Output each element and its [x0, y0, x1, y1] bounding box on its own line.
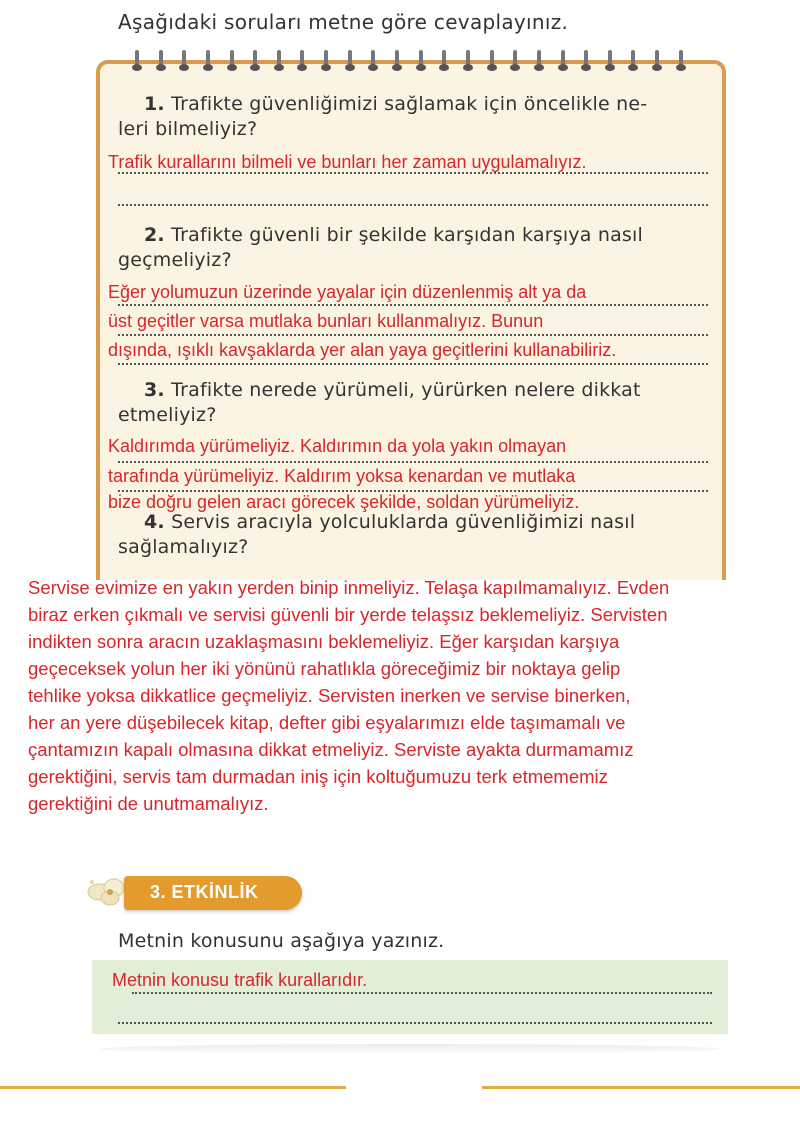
question-number: 4.	[144, 511, 165, 533]
footer-rule-right	[482, 1086, 800, 1089]
spiral-ring	[370, 50, 376, 72]
answer-3-line-1: Kaldırımda yürümeliyiz. Kaldırımın da yola yakın olmayan	[108, 436, 567, 456]
spiral-ring	[512, 50, 518, 72]
spiral-ring	[299, 50, 305, 72]
question-number: 3.	[144, 379, 165, 401]
answer-dotted-line	[118, 172, 708, 174]
question-4	[118, 510, 708, 560]
spiral-binding	[134, 50, 684, 76]
activity-answer: Metnin konusu trafik kurallarıdır.	[112, 970, 368, 990]
answer-dotted-line	[118, 363, 708, 365]
spiral-ring	[630, 50, 636, 72]
answer-dotted-line	[118, 304, 708, 306]
answer-4-line: Servise evimize en yakın yerden binip inmeliyiz. Telaşa kapılmamalıyız. Evden	[28, 577, 670, 598]
spiral-ring	[252, 50, 258, 72]
answer-dotted-line	[132, 992, 712, 994]
activity-header	[84, 868, 304, 918]
answer-dotted-line	[118, 1022, 712, 1024]
spiral-ring	[654, 50, 660, 72]
answer-2-line-2: üst geçitler varsa mutlaka bunları kullanmalıyız. Bunun	[108, 311, 544, 331]
question-2	[118, 223, 708, 273]
spiral-ring	[134, 50, 140, 72]
spiral-ring	[465, 50, 471, 72]
instruction-text: Aşağıdaki soruları metne göre cevaplayınız.	[118, 10, 569, 34]
answer-4-line: geçeceksek yolun her iki yönünü rahatlıkla göreceğimiz bir noktaya gelip	[28, 658, 621, 679]
answer-4-line: gerektiğini, servis tam durmadan iniş için koltuğumuzu terk etmememiz	[28, 766, 608, 787]
question-text-line2: sağlamalıyız?	[118, 536, 249, 558]
answer-3-line-2: tarafında yürümeliyiz. Kaldırım yoksa kenardan ve mutlaka	[108, 466, 576, 486]
answer-4-line: çantamızın kapalı olmasına dikkat etmeliyiz. Serviste ayakta durmamamız	[28, 739, 634, 760]
answer-4	[28, 574, 798, 817]
spiral-ring	[560, 50, 566, 72]
question-text-line1: Trafikte nerede yürümeli, yürürken nelere dikkat	[171, 379, 641, 401]
spiral-ring	[347, 50, 353, 72]
footer-rule-left	[0, 1086, 346, 1089]
page-shadow	[100, 1044, 720, 1054]
spiral-ring	[276, 50, 282, 72]
answer-2-line-1: Eğer yolumuzun üzerinde yayalar için düzenlenmiş alt ya da	[108, 282, 587, 302]
answer-3-line-3: bize doğru gelen aracı görecek şekilde, soldan yürümeliyiz.	[108, 492, 580, 512]
question-text-line1: Servis aracıyla yolculuklarda güvenliğimizi nasıl	[171, 511, 636, 533]
activity-label: 3. ETKİNLİK	[150, 882, 259, 902]
spiral-ring	[583, 50, 589, 72]
answer-4-line: tehlike yoksa dikkatlice geçmeliyiz. Servisten inerken ve servise binerken,	[28, 685, 631, 706]
activity-task: Metnin konusunu aşağıya yazınız.	[118, 930, 445, 952]
spiral-ring	[678, 50, 684, 72]
spiral-ring	[181, 50, 187, 72]
question-text-line2: etmeliyiz?	[118, 404, 217, 426]
question-text-line1: Trafikte güvenli bir şekilde karşıdan karşıya nasıl	[171, 224, 643, 246]
question-3	[118, 378, 708, 428]
answer-2-line-3: dışında, ışıklı kavşaklarda yer alan yaya geçitlerini kullanabiliriz.	[108, 340, 617, 360]
spiral-ring	[418, 50, 424, 72]
spiral-ring	[205, 50, 211, 72]
answer-4-line: indikten sonra aracın uzaklaşmasını beklemeliyiz. Eğer karşıdan karşıya	[28, 631, 620, 652]
question-text-line2: geçmeliyiz?	[118, 249, 232, 271]
question-text-line2: leri bilmeliyiz?	[118, 118, 258, 140]
answer-4-line: biraz erken çıkmalı ve servisi güvenli bir yerde telaşsız beklemeliyiz. Servisten	[28, 604, 668, 625]
spiral-ring	[158, 50, 164, 72]
question-1	[118, 92, 708, 142]
spiral-ring	[441, 50, 447, 72]
spiral-ring	[536, 50, 542, 72]
spiral-ring	[323, 50, 329, 72]
spiral-ring	[607, 50, 613, 72]
question-number: 1.	[144, 93, 165, 115]
answer-4-line: gerektiğini de unutmamalıyız.	[28, 793, 269, 814]
spiral-ring	[229, 50, 235, 72]
spiral-ring	[394, 50, 400, 72]
question-text-line1: Trafikte güvenliğimizi sağlamak için öncelikle ne-	[171, 93, 648, 115]
spiral-ring	[489, 50, 495, 72]
question-number: 2.	[144, 224, 165, 246]
answer-dotted-line	[118, 204, 708, 206]
answer-4-line: her an yere düşebilecek kitap, defter gibi eşyalarımızı elde taşımamalı ve	[28, 712, 626, 733]
answer-1-line-1: Trafik kurallarını bilmeli ve bunları her zaman uygulamalıyız.	[108, 152, 587, 172]
